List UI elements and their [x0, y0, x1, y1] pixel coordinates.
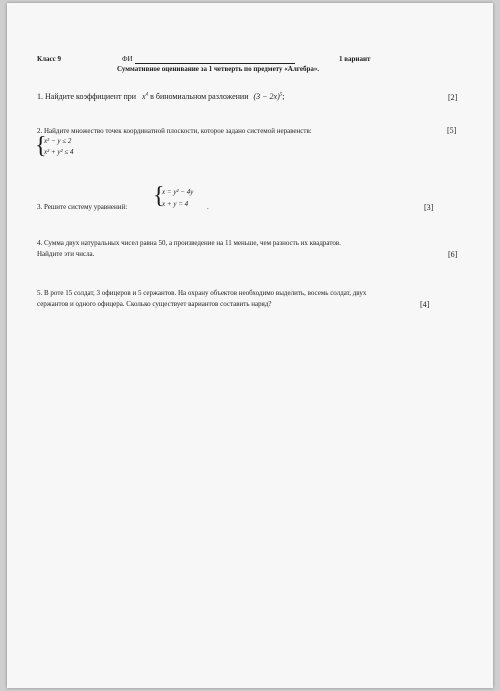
task-1-points: [2] — [448, 93, 458, 102]
task-3-equation-2: x + y = 4 — [162, 200, 189, 208]
variant-label: 1 вариант — [339, 55, 371, 63]
task-4-points: [6] — [448, 250, 458, 259]
task-3-text: 3. Решите систему уравнений: — [37, 203, 128, 211]
exam-sheet — [7, 3, 493, 688]
task-3-trail: . — [207, 203, 209, 211]
task-5-line-2: сержантов и одного офицера. Сколько существует вариантов составить наряд? — [37, 300, 272, 308]
task-2-points: [5] — [447, 126, 457, 135]
task-3-brace: { — [153, 183, 165, 209]
page-title: Суммативное оценивание за 1 четверть по предмету «Алгебра». — [117, 65, 320, 73]
task-1-var: $x^4$ — [142, 92, 149, 101]
name-field-line[interactable] — [135, 63, 295, 64]
task-4-line-1: 4. Сумма двух натуральных чисел равна 50, а произведение на 11 меньше, чем разность их квадратов. — [37, 239, 341, 247]
task-2-inequality-2: x² + y² ≤ 4 — [44, 148, 74, 156]
task-3-points: [3] — [424, 203, 434, 212]
task-5-line-1: 5. В роте 15 солдат, 3 офицеров и 5 сержантов. На охрану объектов необходимо выделить, восемь солдат, двух — [37, 289, 367, 297]
task-3-equation-1: x = y² − 4y — [162, 188, 194, 196]
task-1-expression: $(3 - 2x)^5$ — [253, 92, 283, 101]
task-2-brace: { — [35, 133, 47, 159]
task-4-line-2: Найдите эти числа. — [37, 250, 95, 258]
task-1-text-before: 1. Найдите коэффициент при — [37, 92, 137, 101]
task-2-inequality-1: x² − y ≤ 2 — [44, 137, 72, 145]
task-1: 1. Найдите коэффициент при $x^4$ в биномиальном разложении $(3 - 2x)^5$; — [37, 92, 285, 101]
class-label: Класс 9 — [37, 55, 61, 63]
task-2-text: 2. Найдите множество точек координатной плоскости, которое задано системой неравенств: — [37, 127, 312, 135]
name-label: ФИ — [122, 55, 133, 63]
task-1-text-after: в биномиальном разложении — [150, 92, 249, 101]
task-5-points: [4] — [420, 300, 430, 309]
